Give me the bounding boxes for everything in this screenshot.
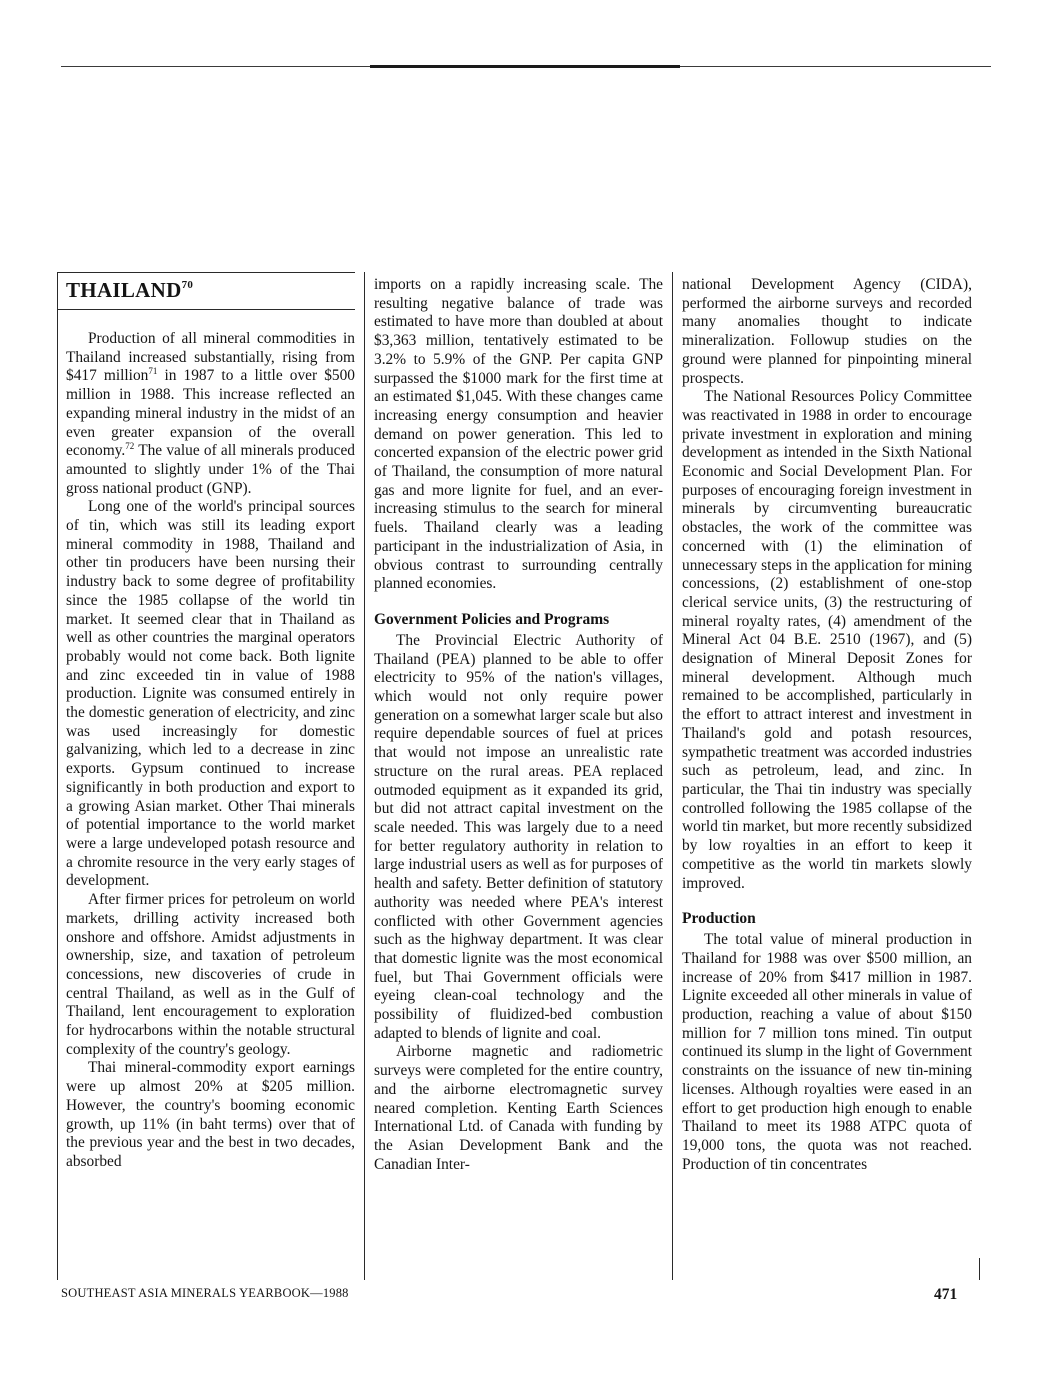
paragraph: Airborne magnetic and radiometric surveys were completed for the entire country, and the airborne electromagnetic survey neared completion. Kenting Earth Sciences International Ltd. of Canada with funding by the Asian Development Bank and the Canadian Inter-	[374, 1043, 663, 1173]
paragraph: The National Resources Policy Committee was reactivated in 1988 in order to encourage private investment in exploration and mining development as intended in the Sixth National Economic and Social Development Plan. For purposes of encouraging foreign investment in minerals by circumventing bureaucratic obstacles, the work of the committee was concerned with (1) the elimination of unnecessary steps in the application for mining concessions, (2) establishment of one-stop clerical service units, (3) the restructuring of mineral royalty rates, (4) amendment of the Mineral Act 04 B.E. 2510 (1967), and (5) designation of Mineral Deposit Zones for mineral development. Although much remained to be accomplished, particularly in the effort to attract interest and investment in Thailand's gold and potash resources, sympathetic treatment was accorded industries such as petroleum, lead, and zinc. In particular, the Thai tin industry was specially controlled following the 1985 collapse of the world tin market, but more recently subsidized by low royalties in an effort to keep it competitive as the world tin markets slowly improved.	[682, 388, 972, 892]
paragraph: national Development Agency (CIDA), performed the airborne surveys and recorded many anomalies thought to indicate mineralization. Followup studies on the ground were planned for pinpointing mineral prospects.	[682, 276, 972, 387]
column-2	[374, 276, 663, 1174]
column-rule-1-2	[364, 272, 365, 1280]
column-3	[682, 276, 972, 1174]
footnote-ref: 72	[125, 441, 135, 452]
section-title-block	[57, 272, 355, 310]
paragraph: The total value of mineral production in Thailand for 1988 was over $500 million, an increase of 20% from $417 million in 1987. Lignite exceeded all other minerals in value of production, reaching a value of about $150 million for 7 million tons mined. Tin output continued its slump in the light of Government constraints on the issuance of new tin-mining licenses. Although royalties were eased in an effort to get production high enough to enable Thailand to meet its 1988 ATPC quota of 19,000 tons, the quota was not reached. Production of tin concentrates	[682, 931, 972, 1173]
paragraph: Long one of the world's principal sources of tin, which was still its leading export mineral commodity in 1988, Thailand and other tin producers have been nursing their industry back to some degree of profitability since the 1985 collapse of the world tin market. It seemed clear that in Thailand as well as other countries the marginal operators probably would not come back. Both lignite and zinc exceeded tin in value of 1988 production. Lignite was consumed entirely in the domestic generation of electricity, and zinc was used increasingly for domestic galvanizing, which led to a decrease in zinc exports. Gypsum continued to increase significantly in both production and export to a growing Asian market. Other Thai minerals of potential importance to the world market were a large undeveloped potash resource and a chromite resource in the very early stages of development.	[66, 498, 355, 890]
column-rule-right	[979, 1258, 980, 1280]
running-footer: SOUTHEAST ASIA MINERALS YEARBOOK—1988	[61, 1286, 349, 1300]
section-title: THAILAND$^{70}$	[66, 278, 194, 302]
column-1	[66, 272, 355, 1172]
page-number: 471	[934, 1286, 958, 1303]
footnote-ref: 71	[148, 366, 158, 377]
section-heading: Production	[682, 910, 756, 928]
paragraph: Production of all mineral commodities in Thailand increased substantially, rising from $417 million$^{71}$ in 1987 to a little over $500 million in 1988. This increase reflected an expanding mineral industry in the midst of an even greater expansion of the overall economy.$^{72}$ The value of all minerals produced amounted to slightly under 1% of the Thai gross national product (GNP).	[66, 330, 355, 497]
title-footnote: 70	[181, 279, 194, 291]
column-rule-2-3	[672, 272, 673, 1280]
paragraph: After firmer prices for petroleum on world markets, drilling activity increased both onshore and offshore. Amidst adjustments in ownership, size, and taxation of petroleum concessions, new discoveries of crude in central Thailand, as well as in the Gulf of Thailand, lent encouragement to exploration for hydrocarbons within the notable structural complexity of the country's geology.	[66, 891, 355, 1058]
section-heading: Government Policies and Programs	[374, 610, 610, 628]
paragraph: Thai mineral-commodity export earnings were up almost 20% at $205 million. However, the country's booming economic growth, up 11% (in baht terms) over that of the previous year and the best in two decades, absorbed	[66, 1059, 355, 1170]
top-rule-accent	[370, 65, 680, 68]
column-rule-left	[57, 272, 58, 1280]
paragraph: The Provincial Electric Authority of Thailand (PEA) planned to be able to offer electricity to 95% of the nation's villages, which would not only require power generation on a somewhat larger scale but also require dependable sources of fuel at prices that would not impose an unrealistic rate structure on the rural areas. PEA replaced outmoded equipment as it expanded its grid, but did not attract capital investment on the scale needed. This was largely due to a need for better regulatory authority in relation to large industrial users as well as for purposes of health and safety. Better definition of statutory authority was needed where PEA's interest conflicted with other Government agencies such as the highway department. It was clear that domestic lignite was the most economical fuel, but Thai Government officials were eyeing clean-coal technology and the possibility of fluidized-bed combustion adapted to blends of lignite and coal.	[374, 631, 663, 1042]
paragraph: imports on a rapidly increasing scale. The resulting negative balance of trade was estimated to have more than doubled at about $3,363 million, tentatively estimated to be 3.2% to 5.9% of the GNP. Per capita GNP surpassed the $1000 mark for the first time at an estimated $1,045. With these changes came increasing energy consumption and heavier demand on power generation. This led to concerted expansion of the electric power grid of Thailand, the consumption of more natural gas and more lignite for fuel, and an ever-increasing stimulus to the search for mineral fuels. Thailand clearly was a leading participant in the industrialization of Asia, in obvious contrast to surrounding centrally planned economies.	[374, 276, 663, 593]
